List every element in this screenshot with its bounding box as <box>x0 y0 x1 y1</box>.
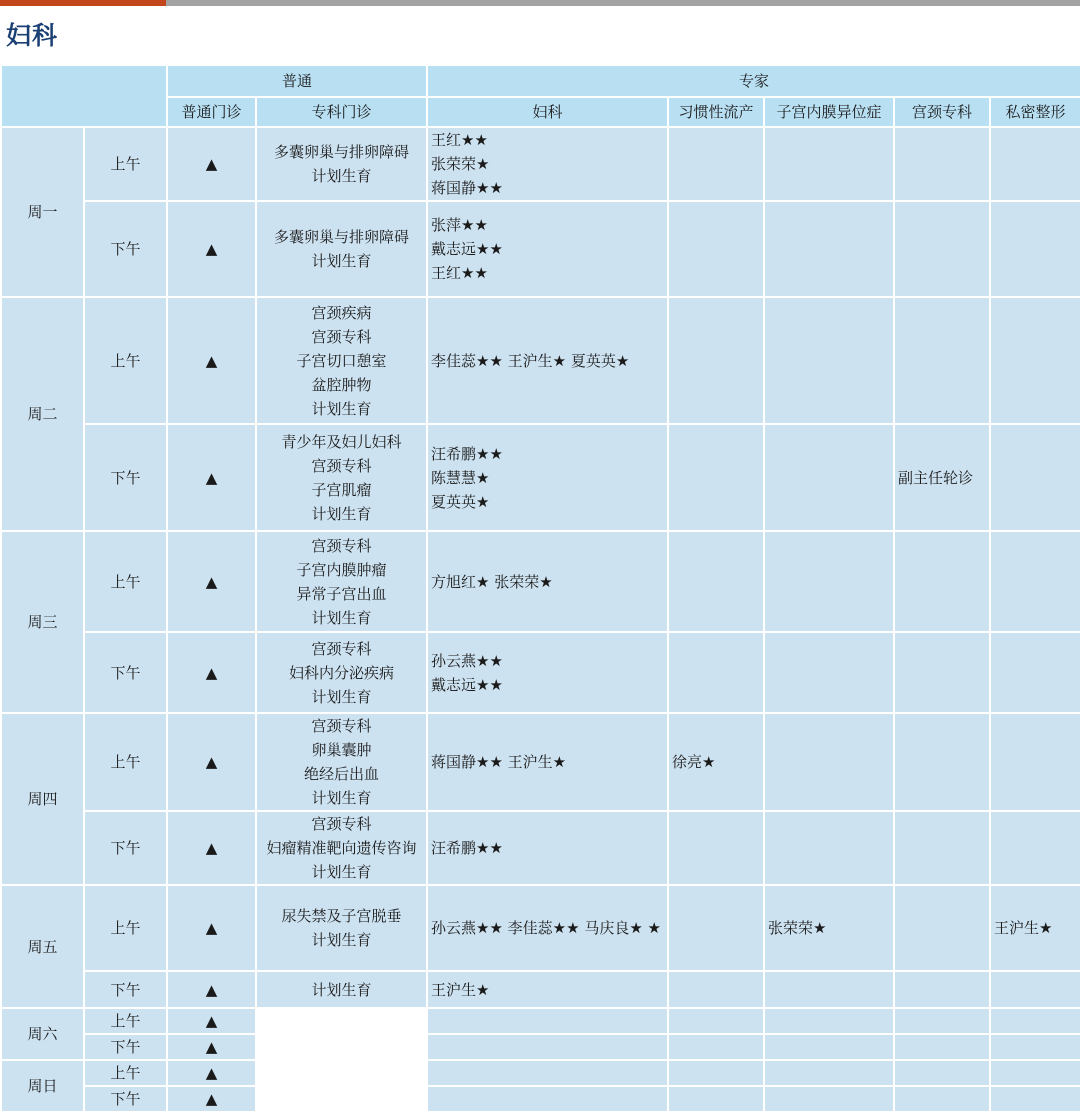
expert-name: 戴志远★★ <box>431 240 503 258</box>
gynecology-expert-cell <box>427 201 668 297</box>
empty-cell <box>894 1034 990 1060</box>
empty-cell <box>256 1086 427 1112</box>
slot-label: 下午 <box>84 1086 167 1112</box>
slot-label: 下午 <box>84 632 167 713</box>
expert-name: 王红★★ <box>431 264 488 282</box>
specialty-clinic-cell <box>256 713 427 811</box>
habitual-abortion-cell <box>668 885 764 971</box>
empty-cell <box>668 1008 764 1034</box>
endometriosis-cell: 张荣荣★ <box>764 885 894 971</box>
col-header-habitual-abortion: 习惯性流产 <box>668 97 764 127</box>
gynecology-expert-cell <box>427 297 668 424</box>
cervix-cell <box>894 811 990 885</box>
empty-cell <box>764 1086 894 1112</box>
schedule-row <box>1 1060 1080 1086</box>
private-plastic-cell <box>990 127 1080 201</box>
empty-cell <box>990 1034 1080 1060</box>
expert-name: 蒋国静★★ <box>431 179 503 197</box>
specialty-item: 妇瘤精准靶向遗传咨询 <box>266 839 417 857</box>
specialty-clinic-cell <box>256 885 427 971</box>
schedule-row <box>1 632 1080 713</box>
specialty-item: 卵巢囊肿 <box>311 741 372 759</box>
private-plastic-cell <box>990 424 1080 531</box>
slot-label: 下午 <box>84 811 167 885</box>
empty-cell <box>894 1008 990 1034</box>
endometriosis-cell <box>764 971 894 1008</box>
slot-label: 上午 <box>84 297 167 424</box>
header-row-groups <box>1 65 1080 97</box>
slot-label: 上午 <box>84 531 167 632</box>
habitual-abortion-cell: 徐亮★ <box>668 713 764 811</box>
expert-name: 李佳蕊★★ 王沪生★ 夏英英★ <box>431 351 630 370</box>
slot-label: 上午 <box>84 885 167 971</box>
gynecology-expert-cell <box>427 713 668 811</box>
specialty-item: 计划生育 <box>311 863 372 881</box>
habitual-abortion-cell <box>668 127 764 201</box>
schedule-row <box>1 297 1080 424</box>
header-group-normal: 普通 <box>167 65 427 97</box>
specialty-clinic-cell <box>256 297 427 424</box>
specialty-item: 宫颈专科 <box>311 327 372 346</box>
empty-cell <box>668 1034 764 1060</box>
specialty-clinic-cell <box>256 632 427 713</box>
private-plastic-cell <box>990 811 1080 885</box>
day-label: 周四 <box>1 713 84 885</box>
specialty-item: 子宫切口憩室 <box>296 351 387 370</box>
normal-clinic-mark: ▲ <box>167 201 256 297</box>
habitual-abortion-cell <box>668 297 764 424</box>
col-header-private-plastic: 私密整形 <box>990 97 1080 127</box>
specialty-clinic-cell <box>256 127 427 201</box>
specialty-item: 异常子宫出血 <box>296 584 387 603</box>
slot-label: 下午 <box>84 201 167 297</box>
habitual-abortion-cell <box>668 971 764 1008</box>
specialty-item: 尿失禁及子宫脱垂 <box>281 907 402 925</box>
specialty-clinic-cell <box>256 424 427 531</box>
expert-name: 汪希鹏★★ <box>431 444 503 463</box>
specialty-item: 计划生育 <box>311 931 372 949</box>
specialty-item: 宫颈专科 <box>311 717 372 735</box>
expert-name: 戴志远★★ <box>431 675 503 694</box>
normal-clinic-mark: ▲ <box>167 531 256 632</box>
col-header-normal-clinic: 普通门诊 <box>167 97 256 127</box>
day-label: 周二 <box>1 297 84 531</box>
slot-label: 上午 <box>84 713 167 811</box>
expert-name: 王沪生★ <box>431 980 490 999</box>
normal-clinic-mark: ▲ <box>167 1086 256 1112</box>
schedule-row <box>1 1034 1080 1060</box>
gynecology-expert-cell <box>427 885 668 971</box>
endometriosis-cell <box>764 713 894 811</box>
slot-label: 下午 <box>84 1034 167 1060</box>
empty-cell <box>256 1008 427 1034</box>
normal-clinic-mark: ▲ <box>167 713 256 811</box>
habitual-abortion-cell <box>668 811 764 885</box>
col-header-gynecology: 妇科 <box>427 97 668 127</box>
empty-cell <box>427 1008 668 1034</box>
specialty-item: 计划生育 <box>311 252 372 270</box>
endometriosis-cell <box>764 127 894 201</box>
day-label: 周三 <box>1 531 84 713</box>
endometriosis-cell <box>764 424 894 531</box>
endometriosis-cell <box>764 811 894 885</box>
expert-name: 汪希鹏★★ <box>431 839 503 857</box>
header-corner <box>1 65 167 127</box>
specialty-item: 计划生育 <box>311 789 372 807</box>
habitual-abortion-cell <box>668 424 764 531</box>
schedule-row <box>1 531 1080 632</box>
specialty-item: 多囊卵巢与排卵障碍 <box>274 228 410 246</box>
schedule-table <box>0 64 1080 1113</box>
slot-label: 上午 <box>84 127 167 201</box>
empty-cell <box>427 1034 668 1060</box>
expert-name: 孙云燕★★ <box>431 651 503 670</box>
normal-clinic-mark: ▲ <box>167 127 256 201</box>
top-accent-highlight <box>0 0 166 6</box>
schedule-row <box>1 885 1080 971</box>
specialty-item: 宫颈疾病 <box>311 303 372 322</box>
expert-name: 蒋国静★★ 王沪生★ <box>431 753 567 771</box>
specialty-item: 计划生育 <box>311 167 372 185</box>
day-label: 周日 <box>1 1060 84 1112</box>
expert-name: 王红★★ <box>431 131 488 149</box>
specialty-item: 计划生育 <box>311 980 372 999</box>
specialty-item: 绝经后出血 <box>304 765 380 783</box>
gynecology-expert-cell <box>427 127 668 201</box>
slot-label: 下午 <box>84 424 167 531</box>
specialty-item: 计划生育 <box>311 504 372 523</box>
empty-cell <box>990 1060 1080 1086</box>
gynecology-expert-cell <box>427 811 668 885</box>
normal-clinic-mark: ▲ <box>167 811 256 885</box>
expert-name: 陈慧慧★ <box>431 468 490 487</box>
expert-name: 孙云燕★★ 李佳蕊★★ 马庆良★ ★ <box>431 919 662 937</box>
empty-cell <box>668 1086 764 1112</box>
cervix-cell: 副主任轮诊 <box>894 424 990 531</box>
cervix-cell <box>894 201 990 297</box>
col-header-cervix: 宫颈专科 <box>894 97 990 127</box>
cervix-cell <box>894 297 990 424</box>
col-header-specialty-clinic: 专科门诊 <box>256 97 427 127</box>
specialty-item: 妇科内分泌疾病 <box>289 663 395 682</box>
endometriosis-cell <box>764 632 894 713</box>
private-plastic-cell <box>990 531 1080 632</box>
normal-clinic-mark: ▲ <box>167 1060 256 1086</box>
specialty-item: 子宫内膜肿瘤 <box>296 560 387 579</box>
specialty-item: 计划生育 <box>311 687 372 706</box>
specialty-item: 宫颈专科 <box>311 815 372 833</box>
habitual-abortion-cell <box>668 531 764 632</box>
cervix-cell <box>894 971 990 1008</box>
cervix-cell <box>894 632 990 713</box>
specialty-item: 多囊卵巢与排卵障碍 <box>274 143 410 161</box>
specialty-clinic-cell <box>256 811 427 885</box>
expert-name: 张萍★★ <box>431 216 488 234</box>
private-plastic-cell <box>990 713 1080 811</box>
specialty-item: 计划生育 <box>311 608 372 627</box>
specialty-item: 宫颈专科 <box>311 639 372 658</box>
slot-label: 上午 <box>84 1060 167 1086</box>
schedule-row <box>1 201 1080 297</box>
private-plastic-cell <box>990 201 1080 297</box>
empty-cell <box>427 1060 668 1086</box>
endometriosis-cell <box>764 531 894 632</box>
day-label: 周一 <box>1 127 84 297</box>
day-label: 周五 <box>1 885 84 1008</box>
empty-cell <box>764 1008 894 1034</box>
specialty-item: 青少年及妇儿妇科 <box>281 432 402 451</box>
normal-clinic-mark: ▲ <box>167 424 256 531</box>
col-header-endometriosis: 子宫内膜异位症 <box>764 97 894 127</box>
normal-clinic-mark: ▲ <box>167 632 256 713</box>
schedule-row <box>1 1008 1080 1034</box>
empty-cell <box>764 1034 894 1060</box>
empty-cell <box>894 1060 990 1086</box>
normal-clinic-mark: ▲ <box>167 971 256 1008</box>
slot-label: 上午 <box>84 1008 167 1034</box>
normal-clinic-mark: ▲ <box>167 885 256 971</box>
private-plastic-cell <box>990 297 1080 424</box>
day-label: 周六 <box>1 1008 84 1060</box>
top-accent-bar <box>0 0 1080 6</box>
schedule-row <box>1 1086 1080 1112</box>
normal-clinic-mark: ▲ <box>167 297 256 424</box>
specialty-item: 盆腔肿物 <box>311 375 372 394</box>
habitual-abortion-cell <box>668 201 764 297</box>
gynecology-expert-cell <box>427 971 668 1008</box>
habitual-abortion-cell <box>668 632 764 713</box>
private-plastic-cell: 王沪生★ <box>990 885 1080 971</box>
empty-cell <box>668 1060 764 1086</box>
gynecology-expert-cell <box>427 424 668 531</box>
normal-clinic-mark: ▲ <box>167 1034 256 1060</box>
schedule-row <box>1 811 1080 885</box>
private-plastic-cell <box>990 971 1080 1008</box>
cervix-cell <box>894 531 990 632</box>
expert-name: 夏英英★ <box>431 492 490 511</box>
gynecology-expert-cell <box>427 632 668 713</box>
normal-clinic-mark: ▲ <box>167 1008 256 1034</box>
schedule-row <box>1 424 1080 531</box>
expert-name: 张荣荣★ <box>431 155 490 173</box>
empty-cell <box>990 1086 1080 1112</box>
specialty-clinic-cell <box>256 531 427 632</box>
specialty-clinic-cell <box>256 201 427 297</box>
cervix-cell <box>894 885 990 971</box>
empty-cell <box>427 1086 668 1112</box>
specialty-item: 宫颈专科 <box>311 456 372 475</box>
schedule-row <box>1 971 1080 1008</box>
cervix-cell <box>894 127 990 201</box>
empty-cell <box>894 1086 990 1112</box>
empty-cell <box>256 1060 427 1086</box>
header-group-expert: 专家 <box>427 65 1080 97</box>
cervix-cell <box>894 713 990 811</box>
slot-label: 下午 <box>84 971 167 1008</box>
private-plastic-cell <box>990 632 1080 713</box>
specialty-item: 宫颈专科 <box>311 536 372 555</box>
page-title: 妇科 <box>6 21 59 50</box>
expert-name: 方旭红★ 张荣荣★ <box>431 572 553 591</box>
endometriosis-cell <box>764 297 894 424</box>
gynecology-expert-cell <box>427 531 668 632</box>
empty-cell <box>256 1034 427 1060</box>
schedule-row <box>1 127 1080 201</box>
endometriosis-cell <box>764 201 894 297</box>
specialty-item: 计划生育 <box>311 399 372 418</box>
schedule-row <box>1 713 1080 811</box>
empty-cell <box>764 1060 894 1086</box>
empty-cell <box>990 1008 1080 1034</box>
specialty-item: 子宫肌瘤 <box>311 480 372 499</box>
specialty-clinic-cell <box>256 971 427 1008</box>
